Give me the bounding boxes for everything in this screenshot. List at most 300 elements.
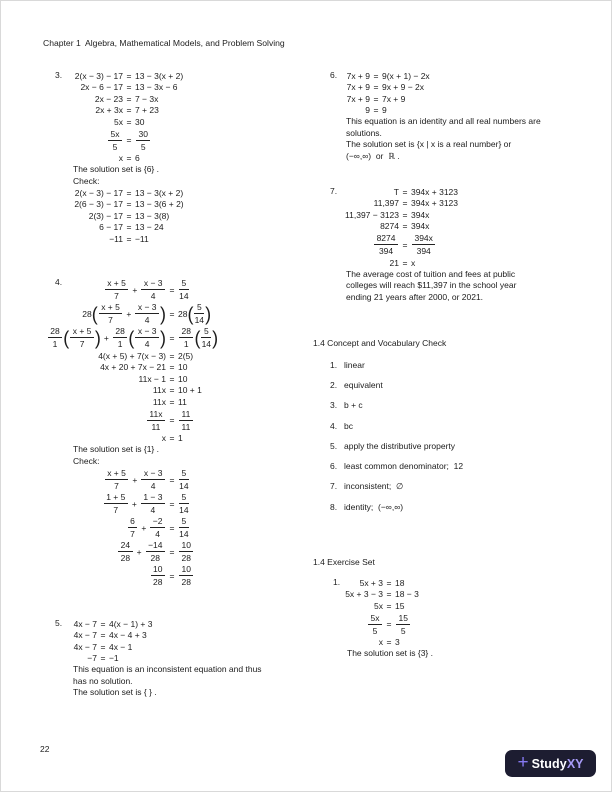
fraction: $\frac{x + 5}{7}$ [70, 326, 94, 349]
math-term: 394x + 3123 [410, 186, 458, 197]
fraction: $\frac{28}{1}$ [48, 326, 62, 349]
equation-rhs [135, 199, 184, 209]
solution-text: solutions. [346, 127, 382, 138]
math-term: 8274 [380, 221, 399, 232]
problem-number: 3. [55, 70, 63, 80]
equation-lhs [346, 82, 370, 92]
equation-lhs [73, 492, 166, 515]
equation-lhs [347, 613, 383, 636]
equals-sign: = [169, 332, 175, 343]
equation-rhs [109, 630, 147, 640]
equation-line [73, 373, 218, 385]
list-item-number: 7. [330, 481, 338, 492]
close-paren: ) [205, 302, 212, 325]
equation-line [73, 433, 218, 445]
fraction: $\frac{x - 3}{4}$ [135, 302, 159, 325]
list-item [330, 441, 463, 451]
math-term: 4x − 7 [73, 618, 97, 629]
equation-lhs [347, 578, 383, 588]
math-term: 13 − 3x − 6 [134, 82, 178, 93]
math-term: 9 [381, 105, 387, 116]
math-term: T [393, 186, 399, 197]
fraction: $\frac{5}{14}$ [179, 468, 189, 491]
math-term: 7 − 3x [134, 93, 159, 104]
equals-sign: = [386, 637, 392, 648]
fraction: $\frac{6}{7}$ [128, 516, 138, 539]
equation-line [346, 93, 541, 105]
equation-rhs [411, 210, 429, 220]
equation-rhs [411, 198, 458, 208]
equation-line [73, 409, 218, 432]
solution-text: Check: [73, 175, 100, 186]
equation-lhs [73, 374, 166, 384]
equation-rhs [109, 653, 119, 663]
equals-sign: = [126, 82, 132, 93]
equation-line [73, 93, 184, 105]
math-term: 2(3) − 17 [88, 210, 123, 221]
math-term: + [136, 546, 142, 557]
math-term: 6 [134, 153, 140, 164]
equals-sign: = [169, 474, 175, 485]
list-item [330, 380, 463, 390]
equals-sign: = [169, 362, 175, 373]
equation-line [73, 516, 218, 539]
equals-sign: = [402, 186, 408, 197]
open-paren: ( [128, 326, 135, 349]
equation-rhs [178, 540, 194, 563]
math-term: 11x − 1 [138, 373, 166, 384]
equals-sign: = [373, 82, 379, 93]
equation-line [73, 116, 184, 128]
list-item [330, 461, 463, 471]
equals-sign: = [169, 350, 175, 361]
list-item [330, 400, 463, 410]
solution-text: This equation is an inconsistent equation and thus [73, 664, 262, 674]
math-term: 4x + 20 + 7x − 21 [100, 362, 166, 373]
math-term: 4x − 4 + 3 [108, 630, 147, 641]
equation-lhs [73, 82, 123, 92]
solution-text: The solution set is {1} . [73, 444, 159, 454]
equals-sign: = [373, 70, 379, 81]
problem-3-solution [73, 70, 184, 245]
math-term: 9 [365, 105, 370, 116]
exercise-1-solution [347, 577, 433, 660]
math-term: x [410, 257, 416, 268]
equation-lhs [73, 222, 123, 232]
equation-rhs [411, 187, 458, 197]
math-term: −7 [87, 653, 97, 664]
problem-number: 1. [333, 577, 341, 587]
equation-line [347, 600, 433, 612]
equation-lhs [73, 278, 166, 301]
fraction: $\frac{x - 3}{4}$ [141, 278, 165, 301]
equals-sign: = [126, 93, 132, 104]
equation-rhs [135, 71, 183, 81]
fraction: $\frac{28}{1}$ [113, 326, 127, 349]
equation-lhs [346, 198, 399, 208]
math-term: 9x + 9 − 2x [381, 82, 425, 93]
equation-line [73, 302, 218, 325]
equation-rhs [411, 258, 415, 268]
fraction: $\frac{10}{28}$ [179, 564, 193, 587]
equals-sign: = [169, 546, 175, 557]
equation-rhs [382, 82, 424, 92]
fraction: $\frac{5}{14}$ [179, 516, 189, 539]
equation-rhs [109, 642, 132, 652]
solution-text: This equation is an identity and all real numbers are [346, 116, 541, 126]
equation-line [73, 222, 184, 234]
fraction: $\frac{10}{28}$ [179, 540, 193, 563]
equation-line [346, 105, 541, 117]
equation-lhs [73, 653, 97, 663]
equals-sign: = [169, 373, 175, 384]
fraction: $\frac{11}{11}$ [179, 409, 193, 432]
close-paren: ) [212, 326, 219, 349]
equals-sign: = [402, 239, 408, 250]
equation-lhs [73, 199, 123, 209]
equals-sign: = [169, 498, 175, 509]
fraction: $\frac{x + 5}{7}$ [99, 302, 123, 325]
problem-number: 6. [330, 70, 338, 80]
equation-rhs [178, 326, 218, 349]
equation-line [73, 630, 262, 642]
equation-rhs [395, 601, 404, 611]
equation-rhs [178, 362, 187, 372]
equation-rhs [178, 409, 194, 432]
math-term: + [132, 474, 138, 485]
equation-rhs [395, 589, 419, 599]
equation-rhs [382, 94, 405, 104]
equation-line [347, 637, 433, 649]
list-item-number: 1. [330, 360, 338, 370]
equals-sign: = [126, 153, 132, 164]
fraction: $\frac{15}{5}$ [396, 613, 410, 636]
equals-sign: = [386, 600, 392, 611]
list-item-text: least common denominator; 12 [344, 460, 464, 471]
math-term: 1 [177, 433, 183, 444]
equals-sign: = [126, 116, 132, 127]
math-term: 5x + 3 [359, 577, 383, 588]
exercise-set-title: 1.4 Exercise Set [313, 557, 375, 567]
solution-text: (−∞,∞) or ℝ . [346, 150, 400, 161]
equation-lhs [73, 153, 123, 163]
equals-sign: = [386, 619, 392, 629]
math-term: + [103, 332, 109, 343]
math-term: 6 − 17 [99, 222, 123, 233]
vocab-check-list [330, 360, 463, 523]
equation-line [346, 209, 516, 221]
equation-rhs [411, 221, 429, 231]
math-term: x [378, 637, 383, 648]
equation-rhs [135, 153, 140, 163]
equation-line [73, 653, 262, 665]
close-paren: ) [160, 326, 166, 349]
math-term: x [118, 153, 123, 164]
fraction: $\frac{10}{28}$ [151, 564, 165, 587]
equation-rhs [178, 374, 187, 384]
equation-rhs [178, 351, 193, 361]
solution-text: The solution set is { } . [73, 687, 157, 697]
math-term: −11 [109, 233, 123, 244]
math-term: 21 [389, 257, 399, 268]
problem-5 [55, 618, 262, 699]
equation-line [73, 468, 218, 491]
equation-rhs [135, 82, 178, 92]
fraction: $\frac{5}{14}$ [201, 326, 212, 349]
equation-lhs [73, 642, 97, 652]
math-term: 13 − 3(6 + 2) [134, 199, 184, 210]
list-item-text: b + c [344, 400, 363, 411]
equals-sign: = [126, 105, 132, 116]
equation-line [50, 326, 219, 349]
fraction: $\frac{1 + 5}{7}$ [104, 492, 128, 515]
solution-text: colleges will reach $11,397 in the school year [346, 280, 517, 290]
open-paren: ( [63, 326, 70, 349]
problem-7-solution [346, 186, 516, 303]
problem-6-solution [346, 70, 541, 162]
exercise-problem-1 [333, 577, 433, 660]
list-item [330, 360, 463, 370]
equation-rhs [178, 492, 190, 515]
math-term: 4(x + 5) + 7(x − 3) [98, 350, 166, 361]
fraction: $\frac{1 - 3}{4}$ [141, 492, 165, 515]
list-item-number: 2. [330, 380, 338, 391]
math-term: 13 − 3(x + 2) [134, 187, 184, 198]
equals-sign: = [169, 396, 175, 407]
logo-text [532, 757, 584, 771]
problem-number: 7. [330, 186, 338, 196]
equation-lhs [73, 351, 166, 361]
list-item-text: linear [344, 360, 365, 370]
equals-sign: = [386, 589, 392, 600]
math-term: 2(x − 3) − 17 [74, 70, 123, 81]
fraction: $\frac{x - 3}{4}$ [135, 326, 159, 349]
equation-line [73, 210, 184, 222]
math-term: 11 [177, 396, 187, 407]
math-term: 394x [410, 221, 430, 232]
math-term: 394x [410, 209, 430, 220]
math-term: 13 − 3(8) [134, 210, 170, 221]
math-term: 28 [177, 308, 188, 319]
equation-rhs [382, 71, 430, 81]
open-paren: ( [187, 302, 194, 325]
studyxy-logo [505, 750, 596, 777]
equation-line [346, 198, 516, 210]
math-term: 18 − 3 [394, 589, 419, 600]
equation-rhs [109, 619, 152, 629]
problem-6 [330, 70, 541, 162]
list-item-text: equivalent [344, 380, 383, 391]
math-term: 2x − 23 [94, 93, 123, 104]
fraction: $\frac{5}{14}$ [179, 278, 189, 301]
equation-line [346, 221, 516, 233]
math-term: 5x [374, 600, 383, 611]
equation-lhs [73, 397, 166, 407]
logo-text-study: Study [531, 756, 567, 771]
math-term: 28 [82, 308, 92, 319]
math-term: 15 [394, 600, 405, 611]
equation-line [73, 82, 184, 94]
math-term: 7x + 9 [346, 93, 370, 104]
equation-rhs [178, 468, 190, 491]
equation-rhs [135, 129, 151, 152]
equation-lhs [73, 188, 123, 198]
list-item-number: 5. [330, 440, 338, 451]
equation-rhs [178, 516, 190, 539]
page-number: 22 [40, 744, 50, 754]
equals-sign: = [126, 70, 132, 81]
equals-sign: = [126, 187, 132, 198]
equation-rhs [178, 278, 190, 301]
equation-rhs [178, 564, 194, 587]
fraction: $\frac{11x}{11}$ [147, 409, 165, 432]
equation-rhs [135, 222, 164, 232]
equation-lhs [73, 564, 166, 587]
equation-line [73, 396, 218, 408]
equation-lhs [73, 409, 166, 432]
equation-lhs [73, 211, 123, 221]
list-item [330, 421, 463, 431]
math-term: −1 [108, 653, 119, 664]
problem-number: 4. [55, 277, 63, 287]
math-term: 10 [177, 373, 188, 384]
solution-text: The solution set is {x | x is a real number} or [346, 139, 512, 149]
fraction: $\frac{x - 3}{4}$ [141, 468, 165, 491]
math-term: 11x [152, 396, 166, 407]
math-term: 4(x − 1) + 3 [108, 618, 153, 629]
chapter-header: Chapter 1 Algebra, Mathematical Models, and Problem Solving [43, 38, 285, 48]
equals-sign: = [126, 135, 132, 145]
math-term: + [141, 522, 147, 533]
math-term: 3 [394, 637, 400, 648]
equals-sign: = [126, 199, 132, 210]
equation-lhs [73, 71, 123, 81]
math-term: 7x + 9 [346, 70, 370, 81]
equation-line [73, 618, 262, 630]
equation-line [73, 492, 218, 515]
equation-rhs [135, 117, 144, 127]
fraction: $\frac{24}{28}$ [118, 540, 132, 563]
equation-lhs [346, 94, 370, 104]
problem-7 [330, 186, 516, 303]
fraction: $\frac{394x}{394}$ [412, 233, 435, 256]
equals-sign: = [169, 522, 175, 533]
equation-lhs [73, 540, 166, 563]
equation-rhs [178, 433, 183, 443]
equation-lhs [73, 433, 166, 443]
math-term: 5x + 3 − 3 [345, 589, 383, 600]
equation-line [73, 362, 218, 374]
math-term: 2(5) [177, 350, 194, 361]
solution-text: The average cost of tuition and fees at public [346, 268, 516, 279]
equation-line [73, 540, 218, 563]
equation-line [73, 153, 184, 165]
close-paren: ) [160, 302, 166, 325]
math-term: + [131, 498, 137, 509]
equals-sign: = [100, 641, 106, 652]
list-item-text: apply the distributive property [344, 440, 456, 451]
equation-line [73, 70, 184, 82]
fraction: $\frac{-14}{28}$ [146, 540, 165, 563]
equation-lhs [347, 589, 383, 599]
equation-rhs [178, 397, 187, 407]
equation-lhs [50, 326, 166, 349]
equation-line [346, 233, 516, 256]
math-term: 394x + 3123 [410, 198, 458, 209]
math-term: 11x [152, 385, 166, 396]
math-term: 7x + 9 [346, 82, 370, 93]
math-term: 11,397 − 3123 [345, 209, 399, 220]
equals-sign: = [373, 93, 379, 104]
equation-line [73, 233, 184, 245]
vocab-check-title: 1.4 Concept and Vocabulary Check [313, 338, 447, 348]
fraction: $\frac{x + 5}{7}$ [105, 468, 129, 491]
equation-lhs [73, 129, 123, 152]
equation-rhs [135, 234, 149, 244]
list-item [330, 481, 463, 492]
equals-sign: = [169, 415, 175, 425]
plus-icon: + [517, 752, 529, 773]
equation-lhs [73, 362, 166, 372]
problem-4 [50, 277, 219, 588]
math-term: x [161, 433, 166, 444]
equation-rhs [135, 94, 158, 104]
open-paren: ( [194, 326, 201, 349]
fraction: $\frac{5}{14}$ [194, 302, 205, 325]
math-term: 10 + 1 [177, 385, 202, 396]
equation-lhs [73, 94, 123, 104]
math-term: 30 [134, 116, 145, 127]
math-term: 18 [394, 577, 405, 588]
equation-lhs [346, 71, 370, 81]
open-paren: ( [91, 302, 98, 325]
equation-line [73, 350, 218, 362]
equals-sign: = [402, 257, 408, 268]
list-item-number: 3. [330, 400, 338, 411]
fraction: $\frac{5x}{5}$ [368, 613, 382, 636]
equation-rhs [178, 302, 211, 325]
equation-rhs [135, 105, 159, 115]
problem-number: 5. [55, 618, 63, 628]
equation-line [73, 385, 218, 397]
equals-sign: = [100, 618, 106, 629]
problem-5-solution [73, 618, 262, 699]
equals-sign: = [169, 308, 175, 319]
equals-sign: = [373, 105, 379, 116]
math-term: 13 − 3(x + 2) [134, 70, 184, 81]
list-item-number: 6. [330, 460, 338, 471]
equation-lhs [347, 601, 383, 611]
math-term: 2(6 − 3) − 17 [74, 199, 123, 210]
solution-text: ending 21 years after 2000, or 2021. [346, 291, 484, 302]
list-item-text: identity; (−∞,∞) [344, 502, 404, 513]
math-term: 9(x + 1) − 2x [381, 70, 430, 81]
equation-line [73, 278, 218, 301]
problem-4-solution [50, 277, 219, 588]
equation-lhs [346, 221, 399, 231]
math-term: 2x − 6 − 17 [80, 82, 123, 93]
equation-line [347, 613, 433, 636]
equation-lhs [73, 385, 166, 395]
equation-lhs [346, 258, 399, 268]
problem-3 [55, 70, 184, 245]
logo-text-xy: XY [566, 756, 584, 771]
equals-sign: = [126, 222, 132, 233]
math-term: 7x + 9 [381, 93, 406, 104]
list-item-number: 4. [330, 420, 338, 431]
math-term: 13 − 24 [134, 222, 164, 233]
equation-rhs [178, 385, 202, 395]
